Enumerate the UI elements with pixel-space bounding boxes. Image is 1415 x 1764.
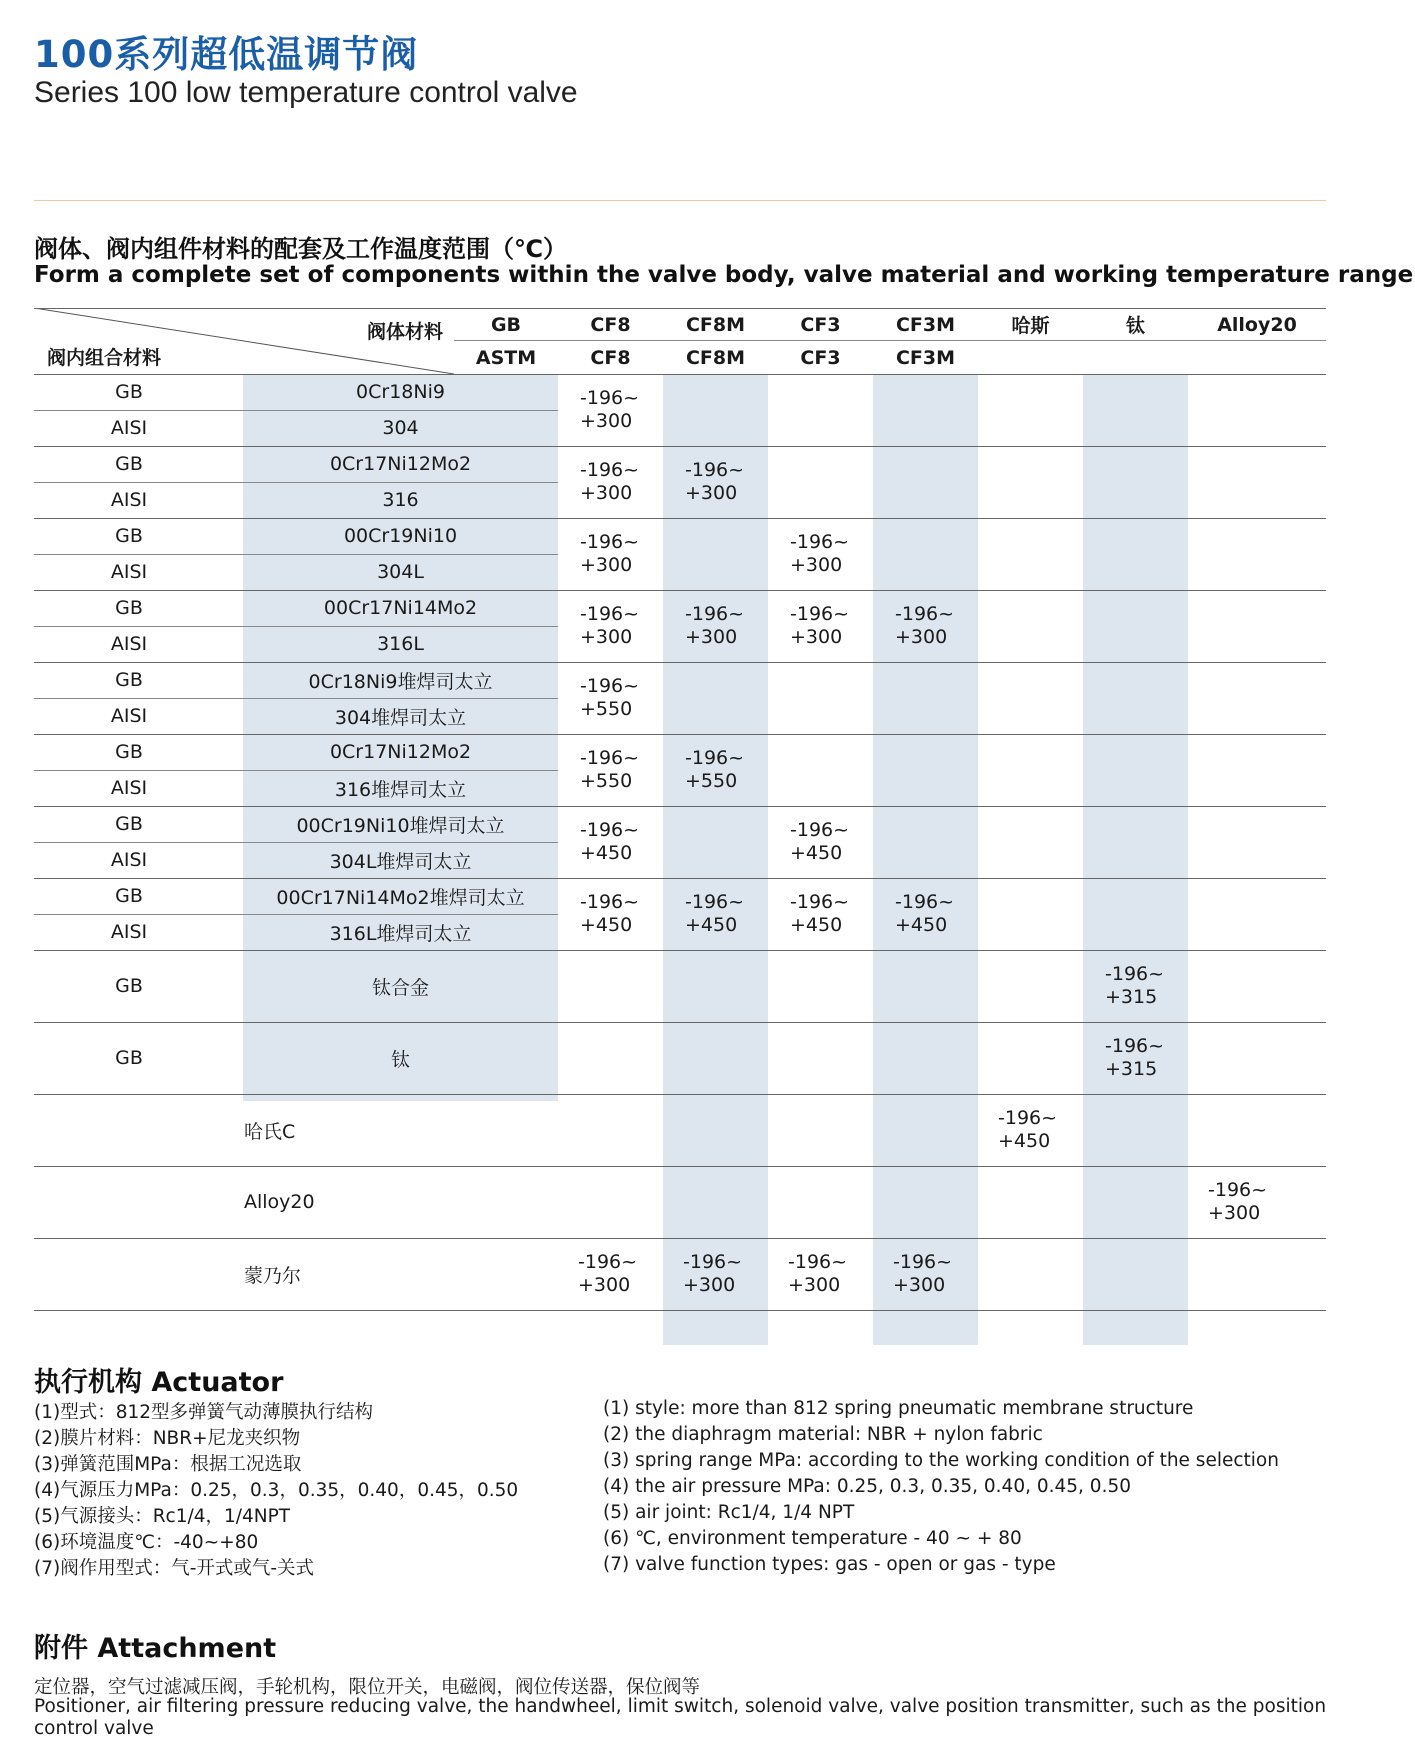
column-header-gb: GB [490,313,522,336]
column-header-astm: CF3M [895,346,956,369]
row-rule [34,878,1326,879]
temperature-range-value: -196~ +300 [790,531,850,576]
temperature-range-value: -196~ +450 [580,891,640,936]
titanium-column-band [1083,374,1188,1345]
row-standard: GB [115,741,143,763]
row-rule [34,1166,1326,1167]
temperature-range-value: -196~ +300 [1208,1179,1268,1224]
row-standard: AISI [110,921,148,943]
temperature-range-value: -196~ +450 [580,819,640,864]
attachment-text-cn: 定位器，空气过滤减压阀，手轮机构，限位开关，电磁阀，阀位传送器，保位阀等 [34,1677,701,1698]
row-material: 00Cr19Ni10 [343,525,458,547]
column-header-gb: CF3M [895,313,956,336]
row-rule [34,626,558,627]
column-header-astm [978,341,1083,374]
temperature-range-value: -196~ +550 [580,675,640,720]
row-rule [34,770,558,771]
row-standard: AISI [110,561,148,583]
row-rule [34,446,1326,447]
row-standard: GB [115,813,143,835]
row-material: 304堆焊司太立 [334,706,467,729]
section-title-en: Form a complete set of components within the valve body, valve material and working temperature range [34,262,1414,288]
row-standard: GB [115,453,143,475]
temperature-range-value: -196~ +450 [998,1107,1058,1152]
row-material: 304 [382,417,419,439]
actuator-item-en: (1) style: more than 812 spring pneumatic membrane structure [603,1398,1194,1419]
row-material: 00Cr17Ni14Mo2 [323,597,478,619]
temperature-range-value: -196~ +450 [790,819,850,864]
row-material: 钛 [390,1048,410,1071]
temperature-range-value: -196~ +300 [685,603,745,648]
row-rule [34,914,558,915]
row-material: 00Cr17Ni14Mo2堆焊司太立 [276,886,525,909]
row-material: 0Cr17Ni12Mo2 [329,453,472,475]
actuator-item-en: (5) air joint: Rc1/4, 1/4 NPT [603,1502,855,1523]
row-material: 00Cr19Ni10堆焊司太立 [296,814,505,837]
actuator-title: 执行机构 Actuator [34,1367,284,1398]
column-header-gb: CF8 [590,313,631,336]
column-header-gb: CF3 [800,313,841,336]
row-standard: AISI [110,417,148,439]
row-rule [34,698,558,699]
column-header-astm: CF8 [590,346,631,369]
column-header-astm: ASTM [475,346,537,369]
row-standard: AISI [110,849,148,871]
row-material: 316 [382,489,419,511]
attachment-text-en: Positioner, air filtering pressure reducing valve, the handwheel, limit switch, solenoid valve, valve position transmitter, such as the position control valve [34,1696,1327,1739]
temperature-range-value: -196~ +450 [895,891,955,936]
temperature-range-value: -196~ +315 [1105,1035,1165,1080]
temperature-range-value: -196~ +300 [578,1251,638,1296]
column-header-astm [1083,341,1188,374]
column-header-gb: CF8M [685,313,746,336]
row-rule [34,410,558,411]
row-material: 0Cr18Ni9 [356,381,445,403]
row-standard: GB [115,885,143,907]
actuator-list-en [603,1396,1279,1578]
column-header-gb: 哈斯 [1011,315,1050,337]
column-header-gb: 钛 [1125,315,1145,337]
corner-label-body-material: 阀体材料 [366,320,443,343]
header-bottom-rule [34,374,1326,375]
cf3m-column-band [873,374,978,1345]
temperature-range-value: -196~ +300 [580,531,640,576]
row-rule [34,482,558,483]
actuator-item-en: (3) spring range MPa: according to the working condition of the selection [603,1450,1279,1471]
row-standard: AISI [110,489,148,511]
actuator-item-en: (7) valve function types: gas - open or gas - type [603,1554,1056,1575]
row-standard: GB [115,525,143,547]
cf8m-column-band [663,374,768,1345]
row-standard: GB [115,381,143,403]
page-title-en: Series 100 low temperature control valve [34,76,578,109]
temperature-range-value: -196~ +300 [790,603,850,648]
row-standard: GB [115,597,143,619]
row-material: 0Cr17Ni12Mo2 [329,741,472,763]
temperature-range-value: -196~ +300 [580,603,640,648]
actuator-item-cn: (3)弹簧范围MPa：根据工况选取 [34,1454,302,1475]
temperature-range-value: -196~ +300 [580,387,640,432]
page-title-cn: 100系列超低温调节阀 [34,33,419,76]
row-material: 316L [377,633,424,655]
temperature-range-value: -196~ +550 [685,747,745,792]
actuator-item-cn: (2)膜片材料：NBR+尼龙夹织物 [34,1428,301,1449]
corner-label-trim-material: 阀内组合材料 [46,346,161,369]
row-standard: GB [115,975,143,997]
row-rule [34,1310,1326,1311]
column-header-gb: Alloy20 [1217,313,1297,336]
row-standard: GB [115,669,143,691]
temperature-range-value: -196~ +550 [580,747,640,792]
row-rule [34,806,1326,807]
column-header-astm: CF3 [800,346,841,369]
row-standard: AISI [110,633,148,655]
actuator-item-cn: (7)阀作用型式：气-开式或气-关式 [34,1558,315,1579]
actuator-item-cn: (1)型式：812型多弹簧气动薄膜执行结构 [34,1402,374,1423]
row-material: 0Cr18Ni9堆焊司太立 [308,670,493,693]
material-temperature-table [34,308,1326,1345]
row-material: 钛合金 [371,976,429,999]
actuator-item-cn: (6)环境温度℃：-40~+80 [34,1532,259,1553]
row-rule [34,842,558,843]
row-material: 304L堆焊司太立 [329,850,472,873]
row-rule [34,518,1326,519]
column-header-astm: CF8M [685,346,746,369]
row-material-wide: Alloy20 [244,1191,315,1213]
temperature-range-value: -196~ +300 [580,459,640,504]
temperature-range-value: -196~ +315 [1105,963,1165,1008]
row-standard: AISI [110,705,148,727]
actuator-item-en: (6) ℃, environment temperature - 40 ~ + 80 [603,1528,1022,1549]
actuator-item-en: (4) the air pressure MPa: 0.25, 0.3, 0.35, 0.40, 0.45, 0.50 [603,1476,1131,1497]
temperature-range-value: -196~ +300 [788,1251,848,1296]
row-material: 316L堆焊司太立 [329,922,472,945]
row-material-wide: 哈氏C [244,1120,296,1143]
row-rule [34,590,1326,591]
row-standard: AISI [110,777,148,799]
row-rule [34,950,1326,951]
row-material: 304L [377,561,424,583]
temperature-range-value: -196~ +450 [790,891,850,936]
actuator-list-cn [34,1400,518,1582]
actuator-item-cn: (5)气源接头：Rc1/4，1/4NPT [34,1506,291,1527]
row-rule [34,734,1326,735]
temperature-range-value: -196~ +300 [683,1251,743,1296]
row-rule [34,1238,1326,1239]
row-standard: GB [115,1047,143,1069]
row-material-wide: 蒙乃尔 [244,1264,302,1287]
temperature-range-value: -196~ +300 [895,603,955,648]
temperature-range-value: -196~ +300 [685,459,745,504]
temperature-range-value: -196~ +450 [685,891,745,936]
column-header-astm [1188,341,1326,374]
section-title-cn: 阀体、阀内组件材料的配套及工作温度范围（℃） [34,235,568,263]
attachment-title: 附件 Attachment [34,1633,277,1664]
temperature-range-value: -196~ +300 [893,1251,953,1296]
actuator-item-en: (2) the diaphragm material: NBR + nylon fabric [603,1424,1043,1445]
row-rule [34,1094,1326,1095]
actuator-item-cn: (4)气源压力MPa：0.25，0.3，0.35，0.40，0.45，0.50 [34,1480,519,1501]
divider [34,200,1326,201]
row-rule [34,554,558,555]
row-rule [34,1022,1326,1023]
row-material: 316堆焊司太立 [334,778,467,801]
row-rule [34,662,1326,663]
